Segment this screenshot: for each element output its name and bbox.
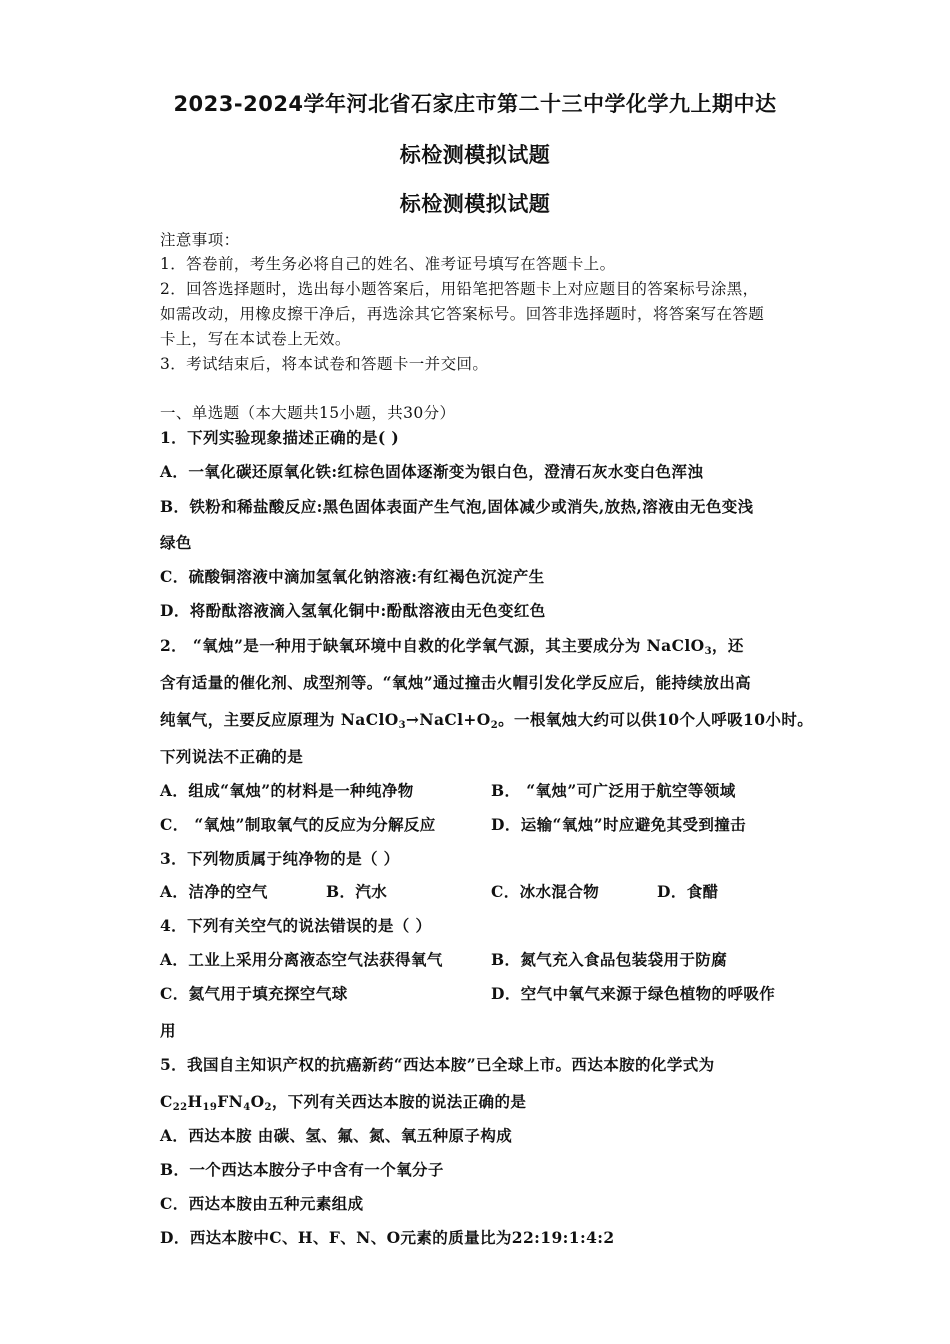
chemical-formula: $C_{22}H_{19}FN_4O_2$ bbox=[160, 1092, 272, 1113]
notice-item-2-line-3: 卡上，写在本试卷上无效。 bbox=[160, 330, 351, 348]
q1-option-a: A．一氧化碳还原氧化铁:红棕色固体逐渐变为银白色，澄清石灰水变白色浑浊 bbox=[160, 462, 704, 481]
q4-option-d: D．空气中氧气来源于绿色植物的呼吸作 bbox=[491, 984, 776, 1003]
q2-stem-line-3: 纯氧气，主要反应原理为 $NaClO_3\to NaCl+O_2$。一根氧烛大约可以供10个人呼吸10小时。 bbox=[160, 710, 814, 731]
q3-option-c: C．冰水混合物 bbox=[491, 882, 600, 901]
page-title-line-3: 标检测模拟试题 bbox=[399, 192, 551, 216]
q1-option-c: C．硫酸铜溶液中滴加氢氧化钠溶液:有红褐色沉淀产生 bbox=[160, 567, 545, 586]
notice-heading: 注意事项： bbox=[160, 231, 240, 249]
q1-stem: 1．下列实验现象描述正确的是( ) bbox=[160, 428, 400, 447]
q5-stem-line-1: 5．我国自主知识产权的抗癌新药“西达本胺”已全球上市。西达本胺的化学式为 bbox=[160, 1055, 715, 1074]
q4-option-a: A．工业上采用分离液态空气法获得氧气 bbox=[160, 950, 443, 969]
q2-option-b: B． “氧烛”可广泛用于航空等领域 bbox=[491, 781, 736, 800]
q1-option-b: B．铁粉和稀盐酸反应:黑色固体表面产生气泡,固体减少或消失,放热,溶液由无色变浅 bbox=[160, 497, 754, 516]
q3-option-d: D．食醋 bbox=[657, 882, 719, 901]
q5-option-b: B．一个西达本胺分子中含有一个氧分子 bbox=[160, 1160, 444, 1179]
section-heading: 一、单选题（本大题共15小题，共30分） bbox=[160, 404, 456, 422]
q2-stem-line-1: 2． “氧烛”是一种用于缺氧环境中自救的化学氧气源，其主要成分为 NaClO$_3$，还 bbox=[160, 636, 744, 657]
q4-option-d-continued: 用 bbox=[160, 1021, 176, 1040]
page-title-line-2: 标检测模拟试题 bbox=[399, 143, 551, 167]
q5-stem-line-2: $C_{22}H_{19}FN_4O_2$，下列有关西达本胺的说法正确的是 bbox=[160, 1092, 527, 1113]
notice-item-2-line-1: 2．回答选择题时，选出每小题答案后，用铅笔把答题卡上对应题目的答案标号涂黑， bbox=[160, 280, 759, 298]
q3-option-b: B．汽水 bbox=[326, 882, 388, 901]
q2-stem-line-4: 下列说法不正确的是 bbox=[160, 747, 304, 766]
q4-option-c: C．氦气用于填充探空气球 bbox=[160, 984, 348, 1003]
q3-option-a: A．洁净的空气 bbox=[160, 882, 268, 901]
page-title-line-1: 2023-2024学年河北省石家庄市第二十三中学化学九上期中达 bbox=[173, 92, 777, 116]
q4-stem: 4．下列有关空气的说法错误的是（ ） bbox=[160, 916, 432, 935]
q2-option-c: C． “氧烛”制取氧气的反应为分解反应 bbox=[160, 815, 436, 834]
notice-item-1: 1．答卷前，考生务必将自己的姓名、准考证号填写在答题卡上。 bbox=[160, 255, 616, 273]
notice-item-2-line-2: 如需改动，用橡皮擦干净后，再选涂其它答案标号。回答非选择题时，将答案写在答题 bbox=[160, 305, 765, 323]
q5-option-c: C．西达本胺由五种元素组成 bbox=[160, 1194, 364, 1213]
q4-option-b: B．氮气充入食品包装袋用于防腐 bbox=[491, 950, 728, 969]
q5-option-d: D．西达本胺中C、H、F、N、O元素的质量比为22:19:1:4:2 bbox=[160, 1228, 615, 1247]
q1-option-b-continued: 绿色 bbox=[160, 533, 192, 552]
q2-option-d: D．运输“氧烛”时应避免其受到撞击 bbox=[491, 815, 747, 834]
q1-option-d: D．将酚酞溶液滴入氢氧化铜中:酚酞溶液由无色变红色 bbox=[160, 601, 546, 620]
q5-option-a: A．西达本胺 由碳、氢、氟、氮、氧五种原子构成 bbox=[160, 1126, 513, 1145]
q2-option-a: A．组成“氧烛”的材料是一种纯净物 bbox=[160, 781, 414, 800]
q3-stem: 3．下列物质属于纯净物的是（ ） bbox=[160, 849, 400, 868]
notice-item-3: 3．考试结束后，将本试卷和答题卡一并交回。 bbox=[160, 355, 489, 373]
q2-stem-line-2: 含有适量的催化剂、成型剂等。“氧烛”通过撞击火帽引发化学反应后，能持续放出高 bbox=[160, 673, 752, 692]
